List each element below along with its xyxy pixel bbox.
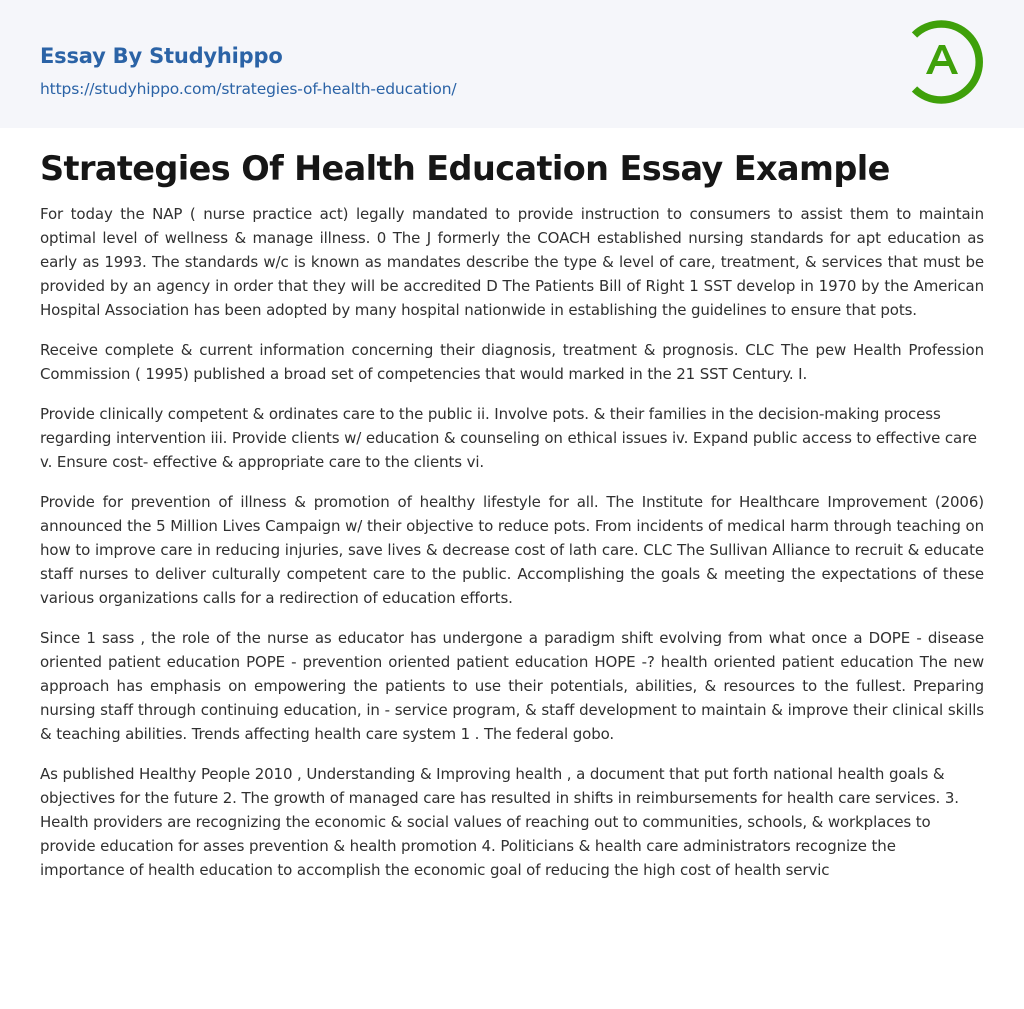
- site-header: [0, 0, 1024, 128]
- page-title: Strategies Of Health Education Essay Example: [40, 149, 890, 188]
- paragraph: As published Healthy People 2010 , Understanding & Improving health , a document that put forth national health goals & objectives for the future 2. The growth of managed care has resulted in shifts in reimbursements for health care services. 3. Health providers are recognizing the economic & social values of reaching out to communities, schools, & workplaces to provide education for asses prevention & health promotion 4. Politicians & health care administrators recognize the importance of health education to accomplish the economic goal of reducing the high cost of health servic: [40, 765, 959, 879]
- article: [0, 148, 1024, 882]
- brand-title[interactable]: Essay By Studyhippo: [40, 44, 283, 68]
- paragraph: Since 1 sass , the role of the nurse as educator has undergone a paradigm shift evolving from what once a DOPE - disease oriented patient education POPE - prevention oriented patient education HOPE -? health oriented patient education The new approach has emphasis on empowering the patients to use their potentials, abilities, & resources to the fullest. Preparing nursing staff through continuing education, in - service program, & staff development to maintain & improve their clinical skills & teaching abilities. Trends affecting health care system 1 . The federal gobo.: [40, 629, 984, 743]
- essay-url-link[interactable]: https://studyhippo.com/strategies-of-health-education/: [40, 80, 457, 98]
- paragraph: Receive complete & current information concerning their diagnosis, treatment & prognosis. CLC The pew Health Profession Commission ( 1995) published a broad set of competencies that would marked in the 21 SST Century. I.: [40, 341, 984, 383]
- studyhippo-a-logo-icon[interactable]: [898, 18, 986, 106]
- paragraph: For today the NAP ( nurse practice act) legally mandated to provide instruction to consumers to assist them to maintain optimal level of wellness & manage illness. 0 The J formerly the COACH established nursing standards for apt education as early as 1993. The standards w/c is known as mandates describe the type & level of care, treatment, & services that must be provided by an agency in order that they will be accredited D The Patients Bill of Right 1 SST develop in 1970 by the American Hospital Association has been adopted by many hospital nationwide in establishing the guidelines to ensure that pots.: [40, 205, 984, 319]
- paragraph: Provide clinically competent & ordinates care to the public ii. Involve pots. & their families in the decision-making process regarding intervention iii. Provide clients w/ education & counseling on ethical issues iv. Expand public access to effective care v. Ensure cost- effective & appropriate care to the clients vi.: [40, 405, 977, 471]
- paragraph: Provide for prevention of illness & promotion of healthy lifestyle for all. The Institute for Healthcare Improvement (2006) announced the 5 Million Lives Campaign w/ their objective to reduce pots. From incidents of medical harm through teaching on how to improve care in reducing injuries, save lives & decrease cost of lath care. CLC The Sullivan Alliance to recruit & educate staff nurses to deliver culturally competent care to the public. Accomplishing the goals & meeting the expectations of these various organizations calls for a redirection of education efforts.: [40, 493, 984, 607]
